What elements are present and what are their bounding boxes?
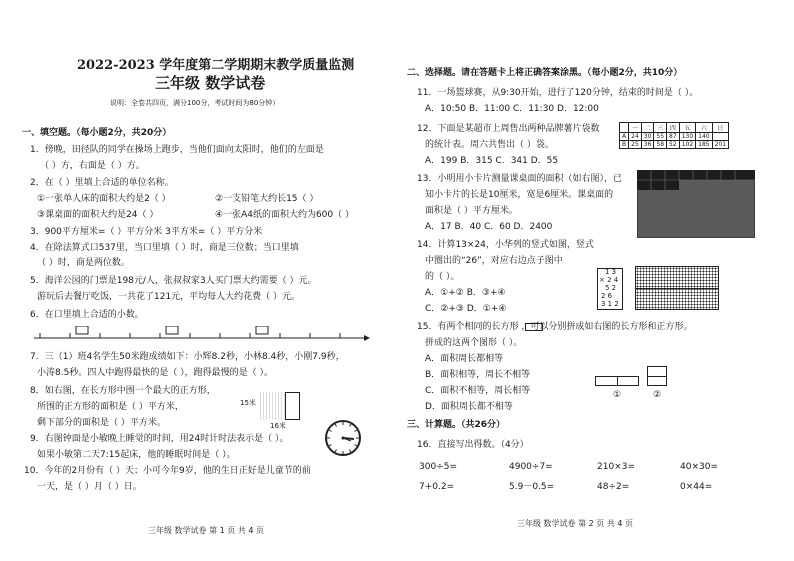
table-cell: A [620,133,629,141]
calc-line: 5 2 [605,284,617,292]
table-cell: 日 [712,123,728,133]
table-cell: 30 [641,133,654,141]
exam-note: 说明：全卷共四页，满分100分，考试时间为80分钟） [110,99,280,107]
table-cell: 185 [696,141,712,149]
figure-2-label: ② [653,390,662,400]
question-10-line2: 一天，是（ ）月（ ）日。 [37,482,142,492]
question-2d: ④一张A4纸的面积大约为600（ ） [215,210,354,220]
question-15-line1: 15．有两个相同的长方形 ，可以分别拼成如右图的长方形和正方形。 [417,322,693,332]
sales-table [619,122,729,149]
question-3: 3．900平方厘米=（ ）平方分米 3平方米=（ ）平方分米 [30,227,263,237]
question-14-line1: 14．计算13×24，小华列的竖式如图，竖式 [417,240,594,250]
calc-item: 210×3= [597,462,635,472]
question-8-line1: 8．如右图，在长方形中围一个最大的正方形， [30,386,216,396]
calc-item: 300÷5= [419,462,457,472]
question-6: 6．在口里填上合适的小数。 [30,310,144,320]
question-4-line1: 4．在除法算式口537里，当口里填（ ）时，商是三位数；当口里填 [30,243,299,253]
small-rectangle-icon [525,323,543,331]
left-footer: 三年级 数学试卷 第 1 页 共 4 页 [148,526,264,535]
question-13-options: A．17 B．40 C．60 D．2400 [425,222,553,232]
question-15-line2: 拼成的这两个图形（ ）。 [425,338,523,348]
question-14-line2: 中圈出的“26”，对应右边点子图中 [425,256,563,266]
table-cell: 一 [629,123,642,133]
question-7-line2: 小涛8.5秒。四人中跑得最快的是（ ），跑得最慢的是（ ）。 [37,368,274,378]
dot-grid-divider [635,288,719,289]
question-2b: ②一支铅笔大约长15（ ） [215,194,319,204]
question-13-line1: 13．小明用小卡片测量课桌面的面积（如右图），已 [417,174,622,184]
number-line-figure [30,326,370,350]
calc-item: 48÷2= [597,482,630,492]
question-9-line2: 如果小敏第二天7:15起床，他的睡眠时间是（ ）。 [37,450,236,460]
long-rectangle-divider [617,376,618,386]
section-calculation: 三、计算题。（共26分） [407,420,506,430]
question-15-option-b: B．面积相等，周长不相等 [425,370,531,380]
calc-item: 7+0.2= [419,482,455,492]
question-8-line2: 所围的正方形的面积是（ ）平方米， [37,402,184,412]
question-14-line3: 的（ ）。 [425,272,460,282]
table-header-row [620,123,729,133]
figure-1-label: ① [613,390,622,400]
table-cell [620,123,629,133]
table-cell: 87 [667,133,680,141]
table-cell: 五 [679,123,695,133]
table-row [620,133,729,141]
question-4-line2: （ ）时，商是两位数。 [37,258,130,268]
table-cell: 102 [679,141,695,149]
question-14-options-ab: A．①+② B．③+④ [425,288,506,298]
section-fill-blank: 一、填空题。（每小题2分，共20分） [22,128,172,138]
question-5-line2: 游玩后去餐厅吃饭，一共花了121元，平均每人大约花费（ ）元。 [37,292,301,302]
question-13-line2: 知小卡片的长是10厘米，宽是6厘米。课桌面的 [425,190,614,200]
square-region [258,392,286,420]
square-divider [647,376,667,377]
question-2c: ③课桌面的面积大约是24（ ） [37,210,159,220]
desk-card-figure [637,170,755,238]
question-13-line3: 面积是（ ）平方厘米。 [425,206,518,216]
table-cell: 六 [696,123,712,133]
calc-item: 40×30= [680,462,718,472]
table-cell: 52 [667,141,680,149]
question-1-line1: 1．傍晚，田径队的同学在操场上跑步，当他们面向太阳时，他们的左面是 [30,145,324,155]
calc-line: × 2 4 [599,276,619,284]
rect-width-label: 16米 [270,422,286,430]
question-2: 2．在（ ）里填上合适的单位名称。 [30,178,174,188]
table-cell: 二 [641,123,654,133]
calc-line: 3 1 2 [601,300,619,308]
right-page [397,0,794,561]
question-2a: ①一张单人床的面积大约是2（ ） [37,194,171,204]
question-16: 16．直接写出得数。（4分） [417,440,529,450]
question-1-line2: （ ）方，右面是（ ）方。 [40,161,145,171]
exam-subtitle: 三年级 数学试卷 [155,74,266,92]
question-15-option-a: A．面积周长都相等 [425,354,504,364]
question-10-line1: 10．今年的2月份有（ ）天；小可今年9岁，他的生日正好是儿童节的前 [24,466,311,476]
question-15-option-d: D．面积周长都不相等 [425,402,513,412]
question-5-line1: 5．海洋公园的门票是198元/人，张叔叔家3人买门票大约需要（ ）元。 [30,276,317,286]
exam-title: 2022-2023 学年度第二学期期末教学质量监测 [77,58,355,73]
question-12-line1: 12．下面是某超市上周售出两种品牌薯片袋数 [417,124,600,134]
question-7-line1: 7．三（1）班4名学生50米跑成绩如下：小辉8.2秒，小林8.4秒，小刚7.9秒， [30,352,345,362]
table-row [620,141,729,149]
table-cell: B [620,141,629,149]
table-cell: 四 [667,123,680,133]
table-cell: 140 [696,133,712,141]
right-footer: 三年级 数学试卷 第 2 页 共 4 页 [517,519,633,528]
rect-height-label: 15米 [240,399,256,407]
calc-line: 1 3 [605,268,617,276]
question-11-line1: 11．一场篮球赛，从9:30开始，进行了120分钟，结束的时间是（ ）。 [417,88,699,98]
question-8-line3: 剩下部分的面积是（ ）平方米。 [37,418,166,428]
question-9-line1: 9．右图钟面是小敏晚上睡觉的时间，用24时计时法表示是（ ）。 [30,434,289,444]
question-15-option-c: C．面积不相等，周长相等 [425,386,531,396]
table-cell [712,133,728,141]
table-cell: 三 [654,123,667,133]
section-choice: 二、选择题。请在答题卡上将正确答案涂黑。（每小题2分，共10分） [407,68,683,78]
question-14-options-cd: C．②+③ D．①+④ [425,304,507,314]
calc-item: 0×44= [680,482,713,492]
question-12-options: A．199 B．315 C．341 D．55 [425,156,559,166]
table-cell: 201 [712,141,728,149]
clock-icon [324,419,362,457]
calc-line: 2 6 [601,292,613,300]
calc-item: 5.9－0.5= [509,482,555,492]
table-cell: 55 [654,133,667,141]
table-cell: 24 [629,133,642,141]
table-cell: 130 [679,133,695,141]
calc-item: 4900÷7= [509,462,553,472]
question-11-options: A．10:50 B．11:00 C．11:30 D．12:00 [425,104,599,114]
question-12-line2: 的统计表。周六共售出（ ）袋。 [425,140,554,150]
table-cell: 36 [641,141,654,149]
table-cell: 25 [629,141,642,149]
table-cell: 58 [654,141,667,149]
